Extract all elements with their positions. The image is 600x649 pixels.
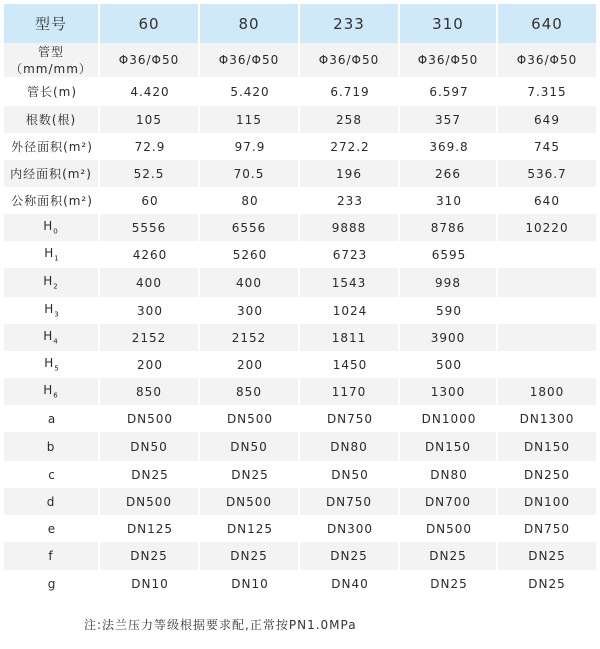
table-cell — [498, 324, 596, 351]
table-cell: DN125 — [226, 521, 274, 536]
row-label: 公称面积(m²) — [11, 194, 93, 208]
table-cell: 115 — [200, 106, 300, 133]
row-label — [4, 297, 100, 324]
table-cell: DN25 — [131, 467, 169, 482]
table-cell: 536.7 — [498, 160, 596, 187]
table-cell: 6.719 — [330, 84, 370, 99]
row-label: 外径面积(m²) — [11, 140, 93, 154]
table-cell: DN100 — [498, 488, 596, 515]
table-cell: DN25 — [430, 576, 468, 591]
table-cell: 357 — [400, 106, 498, 133]
row-label: a — [47, 411, 57, 426]
table-cell: DN80 — [300, 432, 400, 461]
table-row — [4, 324, 596, 351]
table-cell: 3900 — [400, 324, 498, 351]
table-cell: DN500 — [100, 488, 200, 515]
table-row — [4, 187, 596, 214]
table-cell: 10220 — [498, 214, 596, 241]
table-cell: DN500 — [200, 488, 300, 515]
table-cell: 72.9 — [134, 139, 166, 154]
table-cell: 200 — [137, 357, 163, 372]
table-cell: 6556 — [200, 214, 300, 241]
table-cell: DN750 — [300, 488, 400, 515]
table-cell: 300 — [137, 303, 163, 318]
header-model-4: 310 — [400, 4, 498, 43]
table-cell: DN500 — [425, 521, 473, 536]
table-cell: 258 — [300, 106, 400, 133]
table-cell: 60 — [141, 193, 159, 208]
table-cell: DN50 — [200, 432, 300, 461]
row-label-text: H — [43, 274, 54, 289]
table-cell: 1800 — [498, 378, 596, 405]
row-label-text: H — [44, 302, 55, 317]
table-cell: DN80 — [430, 467, 468, 482]
row-label-subscript: 4 — [53, 337, 59, 346]
header-model-5: 640 — [498, 4, 596, 43]
table-cell: 369.8 — [429, 139, 469, 154]
table-cell: Φ36/Φ50 — [300, 43, 400, 77]
table-row — [4, 405, 596, 432]
table-cell: 590 — [436, 303, 462, 318]
table-row — [4, 106, 596, 133]
header-model-label: 型号 — [4, 4, 100, 43]
row-label: c — [48, 467, 56, 482]
table-cell: 745 — [534, 139, 560, 154]
table-cell: 998 — [400, 268, 498, 297]
row-label-subscript: 0 — [53, 227, 59, 236]
table-row — [4, 214, 596, 241]
table-cell: DN125 — [126, 521, 174, 536]
table-cell — [498, 268, 596, 297]
table-cell: 6.597 — [429, 84, 469, 99]
table-cell: DN750 — [326, 411, 374, 426]
table-row — [4, 297, 596, 324]
row-label: b — [4, 432, 100, 461]
row-label-text: H — [43, 383, 54, 398]
table-cell — [498, 297, 596, 324]
table-row — [4, 241, 596, 268]
table-cell: DN40 — [331, 576, 369, 591]
table-cell: 6723 — [332, 247, 368, 262]
table-cell: 2152 — [100, 324, 200, 351]
table-cell: 850 — [200, 378, 300, 405]
table-cell: 233 — [337, 193, 363, 208]
row-label — [4, 351, 100, 378]
table-cell: Φ36/Φ50 — [100, 43, 200, 77]
table-cell: 4260 — [132, 247, 168, 262]
table-cell: 649 — [498, 106, 596, 133]
table-row — [4, 351, 596, 378]
table-cell: 300 — [237, 303, 263, 318]
table-cell: DN1300 — [519, 411, 575, 426]
row-label-text: H — [43, 219, 54, 234]
table-cell: 1811 — [300, 324, 400, 351]
table-cell — [498, 351, 596, 378]
table-cell: DN150 — [498, 432, 596, 461]
table-cell: 5.420 — [230, 84, 270, 99]
table-cell: DN10 — [131, 576, 169, 591]
table-cell — [498, 241, 596, 268]
table-cell: 272.2 — [330, 139, 370, 154]
table-cell: 5556 — [100, 214, 200, 241]
row-label: 管长(m) — [26, 85, 78, 99]
table-cell: 1300 — [400, 378, 498, 405]
table-cell: DN300 — [326, 521, 374, 536]
row-label — [4, 214, 100, 241]
table-row — [4, 488, 596, 515]
row-label: e — [47, 521, 57, 536]
table-row — [4, 133, 596, 160]
table-cell: 400 — [200, 268, 300, 297]
row-label: g — [47, 576, 57, 591]
table-row — [4, 77, 596, 106]
row-label-text: H — [44, 356, 55, 371]
row-label: 根数(根) — [4, 106, 100, 133]
table-cell: 850 — [100, 378, 200, 405]
table-cell: Φ36/Φ50 — [498, 43, 596, 77]
row-label: f — [4, 542, 100, 570]
row-label: d — [4, 488, 100, 515]
table-cell: 9888 — [300, 214, 400, 241]
header-model-1: 60 — [100, 4, 200, 43]
row-label: 管型（mm/mm） — [4, 43, 100, 77]
table-cell: DN50 — [100, 432, 200, 461]
table-cell: DN50 — [331, 467, 369, 482]
table-cell: DN25 — [300, 542, 400, 570]
table-cell: 1450 — [332, 357, 368, 372]
table-row — [4, 43, 596, 77]
table-cell: DN25 — [231, 467, 269, 482]
table-cell: 97.9 — [234, 139, 266, 154]
table-cell: 6595 — [431, 247, 467, 262]
table-cell: 4.420 — [130, 84, 170, 99]
table-cell: Φ36/Φ50 — [200, 43, 300, 77]
spec-table — [4, 4, 596, 597]
table-cell: DN25 — [100, 542, 200, 570]
table-cell: DN500 — [226, 411, 274, 426]
table-cell: DN25 — [528, 576, 566, 591]
table-cell: DN500 — [126, 411, 174, 426]
table-cell: 400 — [100, 268, 200, 297]
table-cell: 70.5 — [200, 160, 300, 187]
table-cell: 7.315 — [527, 84, 567, 99]
header-model-3: 233 — [300, 4, 400, 43]
row-label-text: H — [43, 329, 54, 344]
row-label-subscript: 5 — [54, 364, 60, 373]
table-cell: DN25 — [498, 542, 596, 570]
table-cell: 200 — [237, 357, 263, 372]
header-model-2: 80 — [200, 4, 300, 43]
row-label — [4, 378, 100, 405]
table-row — [4, 432, 596, 461]
table-cell: DN10 — [231, 576, 269, 591]
row-label — [4, 241, 100, 268]
table-cell: DN250 — [523, 467, 571, 482]
table-cell: 1170 — [300, 378, 400, 405]
table-cell: Φ36/Φ50 — [400, 43, 498, 77]
table-cell: 80 — [241, 193, 259, 208]
table-row — [4, 160, 596, 187]
table-cell: 1543 — [300, 268, 400, 297]
row-label-text: H — [44, 246, 55, 261]
table-cell: 8786 — [400, 214, 498, 241]
table-cell: 310 — [436, 193, 462, 208]
table-cell: 196 — [300, 160, 400, 187]
row-label-subscript: 2 — [53, 282, 59, 291]
table-cell: 266 — [400, 160, 498, 187]
row-label — [4, 324, 100, 351]
table-cell: DN700 — [400, 488, 498, 515]
table-cell: 1024 — [332, 303, 368, 318]
table-row — [4, 461, 596, 488]
table-cell: 52.5 — [100, 160, 200, 187]
table-row — [4, 570, 596, 597]
table-cell: 2152 — [200, 324, 300, 351]
table-row — [4, 515, 596, 542]
table-cell: DN1000 — [421, 411, 477, 426]
row-label: 内经面积(m²) — [4, 160, 100, 187]
table-row — [4, 542, 596, 570]
footnote: 注:法兰压力等级根据要求配,正常按PN1.0MPa — [84, 618, 357, 632]
row-label-subscript: 6 — [53, 391, 59, 400]
row-label — [4, 268, 100, 297]
table-cell: DN150 — [400, 432, 498, 461]
row-label-subscript: 3 — [54, 310, 60, 319]
table-row — [4, 268, 596, 297]
table-cell: 105 — [100, 106, 200, 133]
table-cell: 5260 — [232, 247, 268, 262]
table-cell: DN750 — [523, 521, 571, 536]
table-cell: 640 — [534, 193, 560, 208]
table-row — [4, 378, 596, 405]
table-cell: 500 — [436, 357, 462, 372]
row-label-subscript: 1 — [54, 254, 60, 263]
table-cell: DN25 — [200, 542, 300, 570]
table-header-row — [4, 4, 596, 43]
table-cell: DN25 — [400, 542, 498, 570]
